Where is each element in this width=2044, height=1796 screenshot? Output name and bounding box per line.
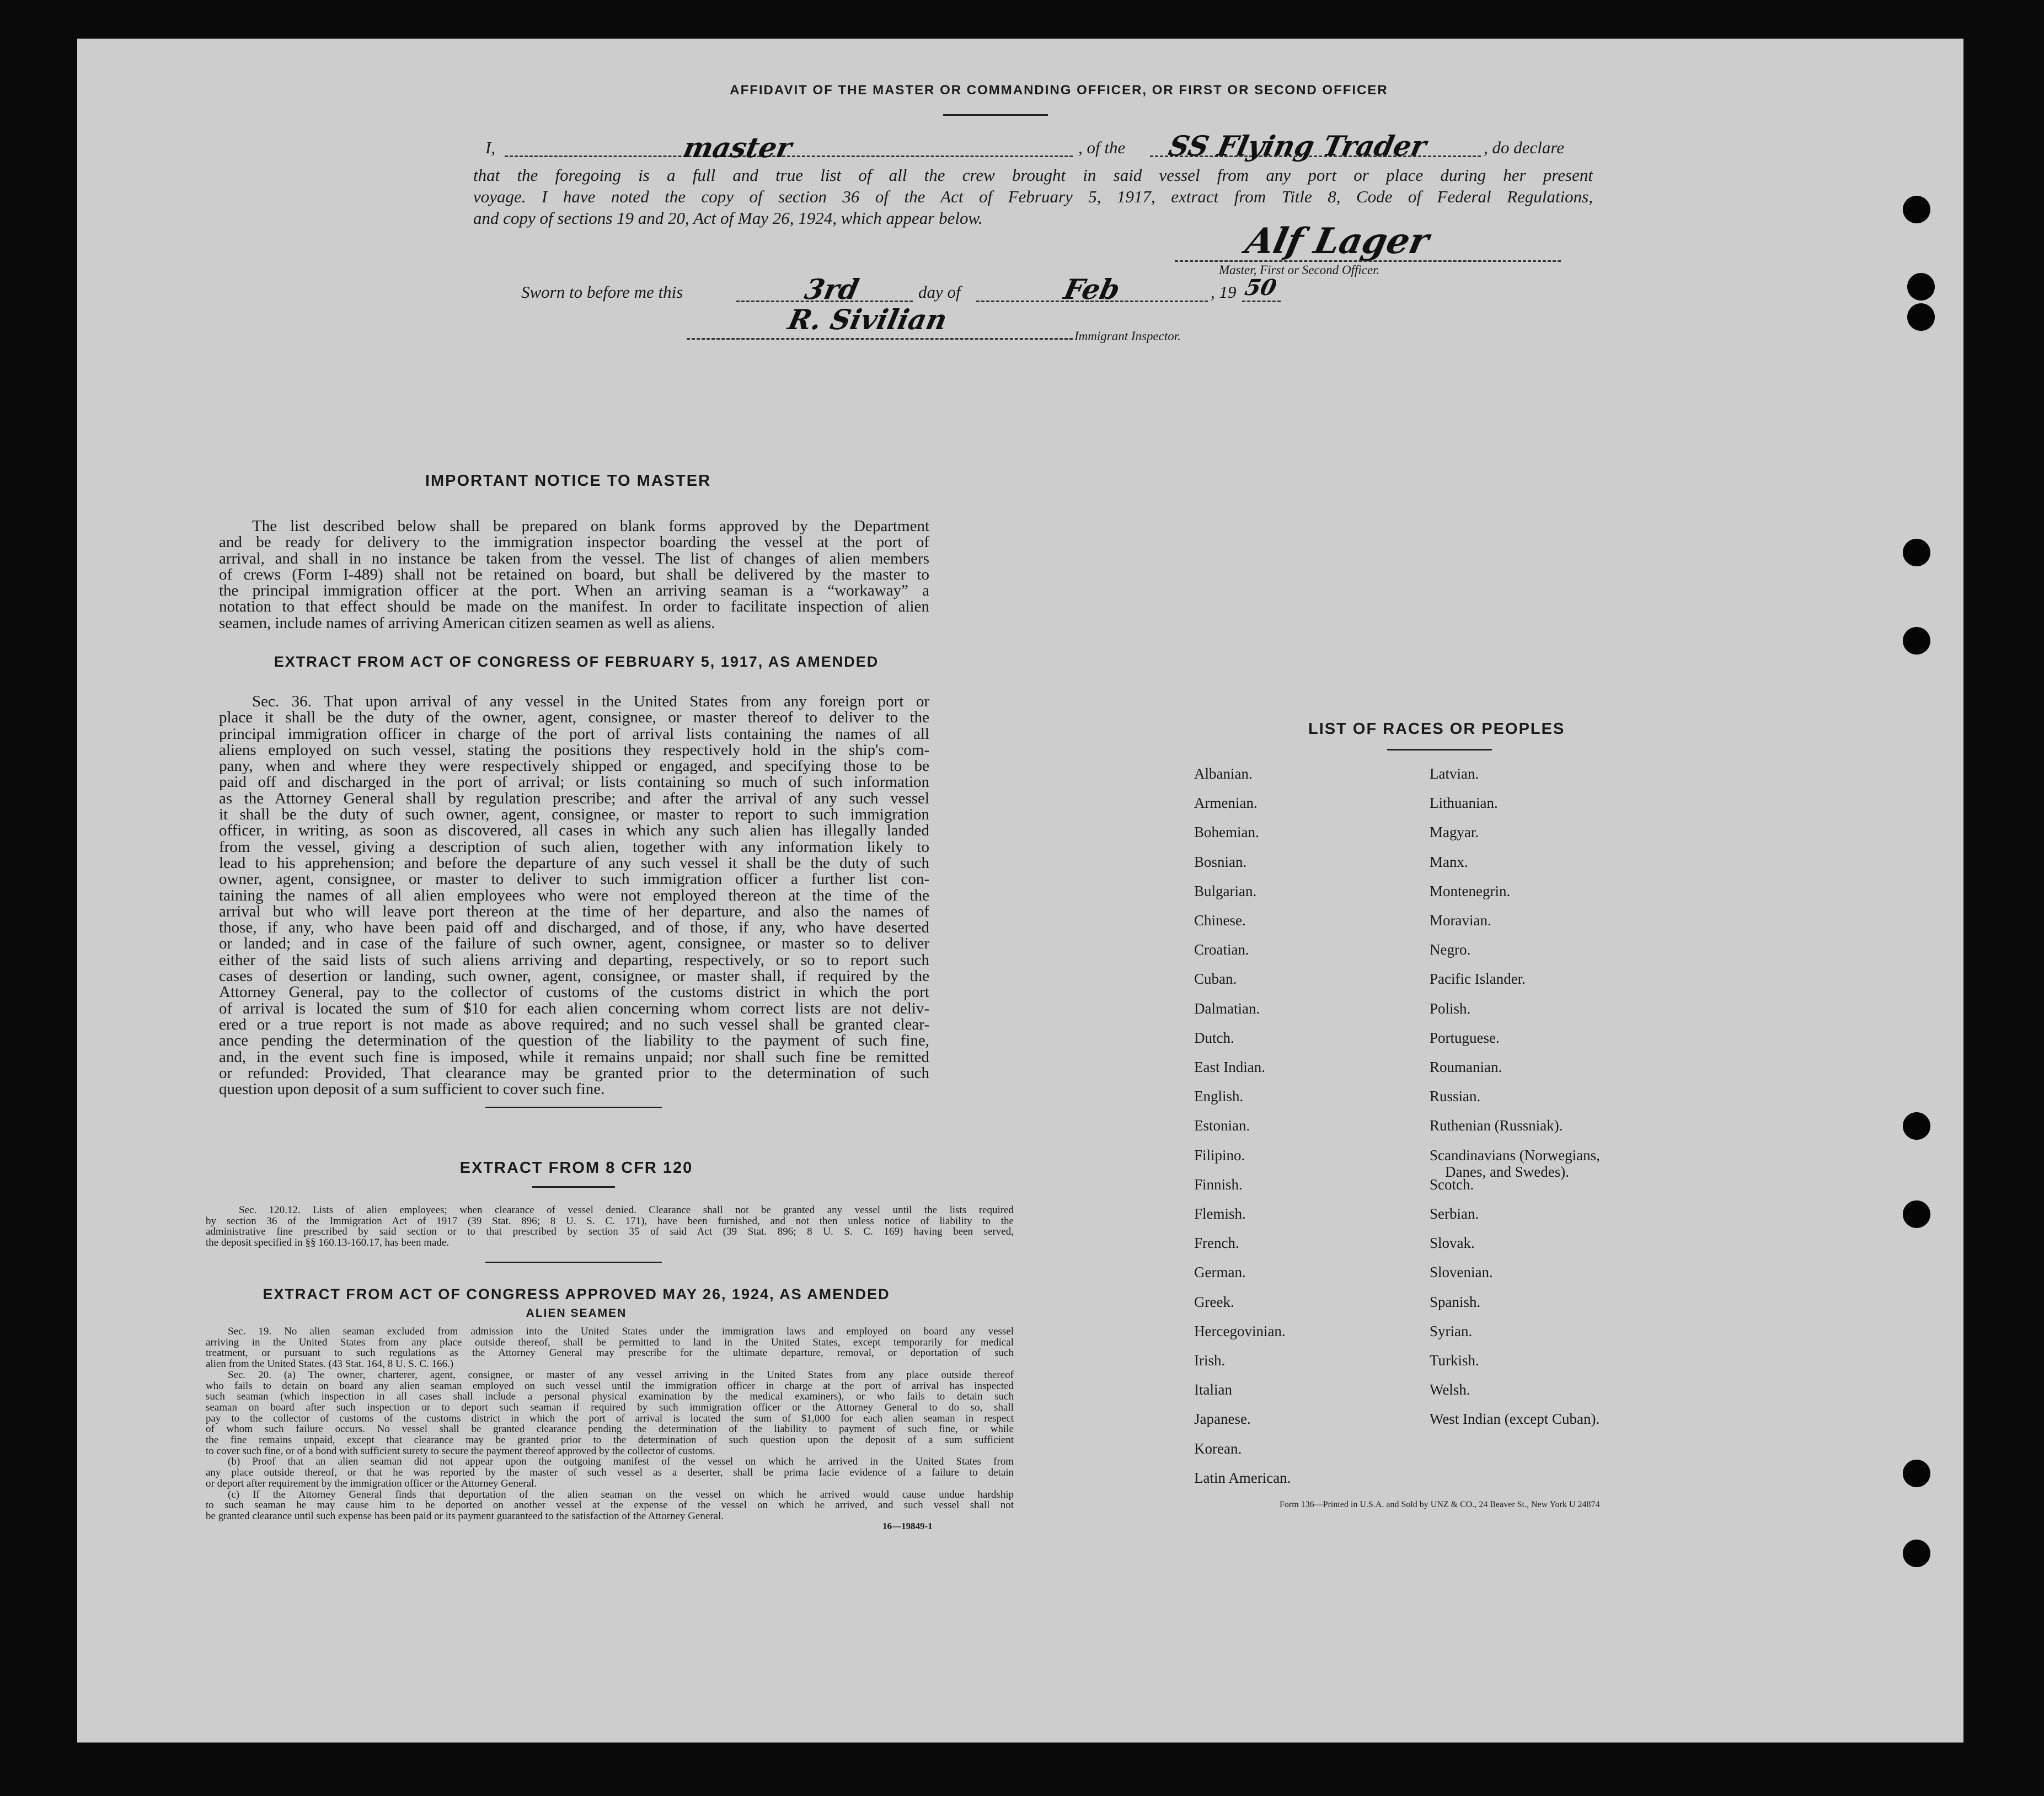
- act1917-line: cases of desertion or landing, such owner, agent, consignee, or master shall, if required by the: [219, 967, 929, 985]
- notice-line: seamen, include names of arriving American citizen seamen as well as aliens.: [219, 614, 715, 632]
- binder-hole: [1903, 1112, 1930, 1140]
- act1917-line: those, if any, who have been paid off and discharged, and of those, if any, who have deserted: [219, 919, 929, 937]
- race-entry: Flemish.: [1194, 1205, 1246, 1222]
- race-entry: Dalmatian.: [1194, 1000, 1260, 1017]
- printer-footer: Form 136—Printed in U.S.A. and Sold by UNZ & CO., 24 Beaver St., New York U 24874: [1280, 1500, 1600, 1509]
- act1917-line: or landed; and in case of the failure of such owner, agent, consignee, or master so to deliver: [219, 935, 929, 953]
- act1924-line: alien from the United States. (43 Stat. 164, 8 U. S. C. 166.): [206, 1358, 454, 1370]
- act1924-line: arriving in the United States from any place outside thereof, shall be permitted to land in the United States, except temporarily for medical: [206, 1336, 1014, 1348]
- act1924-line: (c) If the Attorney General finds that deportation of the alien seaman on the vessel on which he arrived would cause undue hardship: [228, 1488, 1014, 1500]
- act1917-line: as the Attorney General shall by regulation prescribe; and after the arrival of any such vessel: [219, 789, 929, 807]
- notice-line: notation to that effect should be made on the manifest. In order to facilitate inspection of alien: [219, 598, 929, 616]
- notice-title: IMPORTANT NOTICE TO MASTER: [425, 472, 711, 490]
- act1924-line: the fine remains unpaid, except that clearance may be granted prior to the determination of such question upon the deposit of a sum sufficient: [206, 1434, 1014, 1446]
- declare-text: , do declare: [1484, 138, 1565, 157]
- race-entry: Spanish.: [1430, 1293, 1481, 1310]
- cfr-line: by section 36 of the Immigration Act of 1917 (39 Stat. 896; 8 U. S. C. 171), have been furnished, and not then unless notice of liability to the: [206, 1215, 1014, 1227]
- notice-line: the principal immigration officer at the port. When an arriving seaman is a “workaway” a: [219, 582, 929, 600]
- declaration-line-3: and copy of sections 19 and 20, Act of May 26, 1924, which appear below.: [473, 208, 983, 228]
- race-entry: Serbian.: [1430, 1205, 1479, 1222]
- race-entry: Slovenian.: [1430, 1264, 1493, 1281]
- act1924-line: Sec. 20. (a) The owner, charterer, agent, consignee, or master of any vessel arriving in the United States from any place outside thereof: [228, 1369, 1014, 1381]
- inspector-label: Immigrant Inspector.: [1074, 329, 1181, 343]
- act1917-line: question upon deposit of a sum sufficient to cover such fine.: [219, 1080, 605, 1098]
- race-entry: Filipino.: [1194, 1146, 1245, 1164]
- signature-line: [1175, 260, 1561, 262]
- act1924-line: of whom such failure occurs. No vessel shall be granted clearance pending the determination of the liability to payment of such fine, or while: [206, 1423, 1014, 1435]
- declaration-line-2: voyage. I have noted the copy of section 36 of the Act of February 5, 1917, extract from Title 8, Code of Federal Regulations,: [473, 187, 1593, 206]
- race-entry: Polish.: [1430, 1000, 1471, 1017]
- act1917-line: of arrival is located the sum of $10 for each alien concerning whom correct lists are not deliv-: [219, 999, 929, 1017]
- section-divider: [485, 1107, 662, 1108]
- handwritten-signature: Alf Lager: [1242, 221, 1433, 262]
- handwritten-year: 50: [1243, 275, 1279, 301]
- section-divider: [485, 1262, 662, 1263]
- race-entry: Latin American.: [1194, 1469, 1291, 1486]
- act1924-line: to such seaman he may cause him to be deported on another vessel at the expense of the vessel on which he arrived, and such vessel shall not: [206, 1499, 1014, 1511]
- handwritten-month: Feb: [1061, 273, 1123, 305]
- race-entry: Danes, and Swedes).: [1445, 1163, 1569, 1180]
- heading-rule: [943, 114, 1048, 116]
- act1924-line: seaman on board after such inspection or to deport such seaman if required by such immigration officer or the Attorney General to do so, shall: [206, 1401, 1014, 1413]
- race-entry: Manx.: [1430, 853, 1468, 870]
- cfr-title: EXTRACT FROM 8 CFR 120: [459, 1159, 693, 1177]
- act1924-line: (b) Proof that an alien seaman did not appear upon the outgoing manifest of the vessel on which he arrived in the United States from: [228, 1456, 1014, 1468]
- act1917-line: pany, when and where they were respectively shipped or engaged, and specifying those to be: [219, 757, 929, 775]
- race-entry: Russian.: [1430, 1088, 1481, 1105]
- race-entry: Armenian.: [1194, 795, 1258, 812]
- race-entry: French.: [1194, 1235, 1239, 1252]
- race-entry: Lithuanian.: [1430, 795, 1498, 812]
- races-rule: [1387, 749, 1492, 750]
- sworn-label: Sworn to before me this: [521, 282, 683, 302]
- act1924-line: or deport after requirement by the immigration officer or the Attorney General.: [206, 1477, 537, 1489]
- year-prefix: , 19: [1211, 282, 1237, 302]
- act1924-line: pay to the collector of customs of the customs district in which the port of arrival is located the sum of $1,000 for each alien seaman in respect: [206, 1412, 1014, 1424]
- handwritten-inspector: R. Sivilian: [785, 303, 950, 336]
- act1917-line: arrival but who will leave port thereon at the time of her departure, and also the names of: [219, 902, 929, 920]
- race-entry: Negro.: [1430, 941, 1471, 958]
- race-entry: Turkish.: [1430, 1352, 1479, 1369]
- act1924-line: be granted clearance until such expense has been paid or its payment guaranteed to the satisfaction of the Attorney General.: [206, 1510, 724, 1522]
- act1917-line: either of the said lists of such aliens arriving and departing, respectively, or so to report such: [219, 951, 929, 969]
- act1917-line: and, in the event such fine is imposed, while it remains unpaid; nor shall such fine be remitted: [219, 1048, 929, 1066]
- act1917-line: place it shall be the duty of the owner, agent, consignee, or master thereof to deliver to the: [219, 709, 929, 727]
- race-entry: Moravian.: [1430, 912, 1491, 929]
- act1917-line: Sec. 36. That upon arrival of any vessel in the United States from any foreign port or: [252, 693, 929, 710]
- vessel-prefix: , of the: [1078, 138, 1126, 157]
- cfr-line: the deposit specified in §§ 160.13-160.17, has been made.: [206, 1237, 450, 1249]
- cfr-rule: [532, 1186, 615, 1188]
- act1924-line: such seaman (which inspection in all cases shall include a personal physical examination by the medical examiners), or who fails to detain such: [206, 1391, 1014, 1403]
- race-entry: Pacific Islander.: [1430, 971, 1526, 988]
- race-entry: Scandinavians (Norwegians,: [1430, 1146, 1600, 1164]
- act1924-text: [206, 1326, 1014, 1522]
- race-entry: Hercegovinian.: [1194, 1322, 1286, 1339]
- act1917-line: principal immigration officer in charge of the port of arrival lists containing the names of all: [219, 725, 929, 743]
- race-entry: Latvian.: [1430, 765, 1479, 782]
- race-entry: Italian: [1194, 1381, 1232, 1398]
- handwritten-day: 3rd: [801, 273, 862, 305]
- race-entry: Albanian.: [1194, 765, 1253, 782]
- binder-hole: [1907, 273, 1935, 301]
- act1917-line: lead to his apprehension; and before the departure of any such vessel it shall be the duty of such: [219, 854, 929, 872]
- handwritten-name: master: [680, 131, 795, 164]
- race-entry: Cuban.: [1194, 971, 1237, 988]
- binder-hole: [1903, 1200, 1930, 1228]
- race-entry: Croatian.: [1194, 941, 1249, 958]
- race-entry: Slovak.: [1430, 1235, 1475, 1252]
- binder-hole: [1903, 1460, 1930, 1487]
- race-entry: Irish.: [1194, 1352, 1226, 1369]
- race-entry: German.: [1194, 1264, 1246, 1281]
- notice-line: of crews (Form I-489) shall not be retained on board, but shall be delivered by the master to: [219, 565, 929, 583]
- race-entry: Portuguese.: [1430, 1029, 1500, 1046]
- race-entry: Greek.: [1194, 1293, 1234, 1310]
- notice-text: [219, 518, 929, 631]
- act1917-line: ered or a true report is not made as above required; and no such vessel shall be granted clear-: [219, 1015, 929, 1033]
- handwritten-vessel: SS Flying Trader: [1165, 130, 1430, 162]
- act1917-line: paid off and discharged in the port of arrival; or lists containing so much of such information: [219, 773, 929, 791]
- cfr-line: administrative fine prescribed by said section or to that prescribed by section 35 of said Act (39 Stat. 896; 8 U. S. C. 169) having been served,: [206, 1226, 1014, 1238]
- race-entry: Magyar.: [1430, 824, 1479, 841]
- act1917-line: owner, agent, consignee, or master to deliver to such immigration officer a further list con-: [219, 870, 929, 888]
- inspector-line: [687, 338, 1073, 340]
- race-entry: East Indian.: [1194, 1059, 1265, 1075]
- race-entry: Dutch.: [1194, 1029, 1234, 1046]
- race-entry: Roumanian.: [1430, 1059, 1502, 1075]
- act1924-line: Sec. 19. No alien seaman excluded from admission into the United States under the immigration laws and employed on board any vessel: [228, 1326, 1014, 1337]
- race-entry: Welsh.: [1430, 1381, 1470, 1398]
- binder-hole: [1907, 303, 1935, 331]
- act1917-line: aliens employed on such vessel, stating the positions they respectively hold in the ship's com-: [219, 741, 929, 759]
- act1917-text: [219, 694, 929, 1097]
- act1924-title: EXTRACT FROM ACT OF CONGRESS APPROVED MAY 26, 1924, AS AMENDED: [263, 1286, 890, 1302]
- race-entry: Korean.: [1194, 1440, 1242, 1457]
- act1917-line: it shall be the duty of such owner, agent, consignee, or master to report to such immigration: [219, 806, 929, 824]
- notice-line: arrival, and shall in no instance be taken from the vessel. The list of changes of alien members: [219, 549, 929, 567]
- race-entry: Bosnian.: [1194, 853, 1247, 870]
- act1924-line: treatment, or pursuant to such regulations as the Attorney General may prescribe for the ultimate departure, removal, or deportation of such: [206, 1347, 1014, 1359]
- cfr-line: Sec. 120.12. Lists of alien employees; when clearance of vessel denied. Clearance shall not be granted any vessel until the lists required: [239, 1204, 1014, 1216]
- declaration-line-1: that the foregoing is a full and true list of all the crew brought in said vessel from any port or place during her present: [473, 165, 1593, 185]
- binder-hole: [1903, 627, 1930, 655]
- race-entry: Estonian.: [1194, 1117, 1250, 1134]
- officer-label: Master, First or Second Officer.: [1219, 263, 1380, 277]
- race-entry: Montenegrin.: [1430, 882, 1511, 899]
- races-title: LIST OF RACES OR PEOPLES: [1308, 720, 1565, 738]
- race-entry: Japanese.: [1194, 1411, 1251, 1428]
- year-line: [1242, 301, 1281, 302]
- race-entry: Bulgarian.: [1194, 882, 1257, 899]
- race-entry: Scotch.: [1430, 1176, 1474, 1193]
- declarant-prefix: I,: [485, 138, 496, 157]
- race-entry: Bohemian.: [1194, 824, 1259, 841]
- race-entry: Ruthenian (Russniak).: [1430, 1117, 1563, 1134]
- act1917-line: Attorney General, pay to the collector of customs of the customs district in which the port: [219, 983, 929, 1001]
- act1917-line: or refunded: Provided, That clearance may be granted prior to the determination of such: [219, 1064, 929, 1082]
- cfr-text: [206, 1205, 1014, 1248]
- act1924-line: who fails to detain on board any alien seaman employed on such vessel until the immigration officer in charge at the port of arrival has inspected: [206, 1380, 1014, 1392]
- race-entry: Syrian.: [1430, 1322, 1473, 1339]
- race-entry: Finnish.: [1194, 1176, 1243, 1193]
- notice-line: and be ready for delivery to the immigration inspector boarding the vessel at the port of: [219, 533, 929, 551]
- affidavit-heading: AFFIDAVIT OF THE MASTER OR COMMANDING OFFICER, OR FIRST OR SECOND OFFICER: [730, 83, 1388, 98]
- act1917-line: from the vessel, giving a description of such alien, together with any information likely to: [219, 838, 929, 856]
- notice-line: The list described below shall be prepared on blank forms approved by the Department: [252, 517, 929, 535]
- day-of-label: day of: [918, 282, 961, 302]
- act1924-subtitle: ALIEN SEAMEN: [526, 1307, 627, 1320]
- act1917-line: ance pending the determination of the question of the liability to the payment of such fine,: [219, 1032, 929, 1050]
- act1917-line: taining the names of all alien employees who were not employed thereon at the time of the: [219, 886, 929, 904]
- act1917-title: EXTRACT FROM ACT OF CONGRESS OF FEBRUARY 5, 1917, AS AMENDED: [274, 653, 879, 670]
- binder-hole: [1903, 196, 1930, 223]
- form-code: 16—19849-1: [882, 1521, 933, 1531]
- act1924-line: to cover such fine, or of a bond with sufficient surety to secure the payment thereof approved by the collector of customs.: [206, 1445, 715, 1457]
- binder-hole: [1903, 1540, 1930, 1567]
- form-page: [77, 39, 1963, 1743]
- act1924-line: any place outside thereof, or that he was reported by the master of such vessel as a deserter, shall be prima facie evidence of a failure to detain: [206, 1467, 1014, 1479]
- race-entry: English.: [1194, 1088, 1244, 1105]
- race-entry: Chinese.: [1194, 912, 1246, 929]
- act1917-line: officer, in writing, as soon as discovered, all cases in which any such alien has illegally landed: [219, 822, 929, 840]
- binder-hole: [1903, 539, 1930, 566]
- race-entry: West Indian (except Cuban).: [1430, 1411, 1600, 1428]
